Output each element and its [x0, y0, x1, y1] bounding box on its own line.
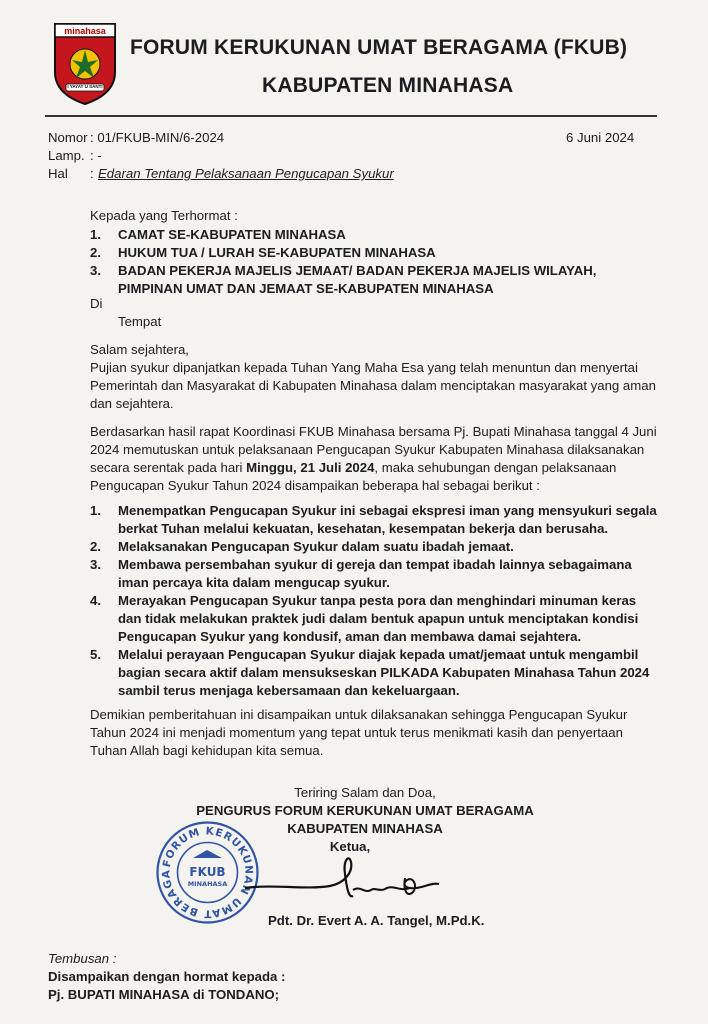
nomor-label: Nomor: [48, 130, 88, 145]
handwritten-signature: [235, 850, 455, 910]
addressee-item: [0, 262, 708, 298]
logo-motto: I YAYAT U SANTI: [67, 84, 103, 89]
addressee-item: [0, 244, 708, 262]
tembusan-label: Tembusan :: [48, 951, 117, 966]
point-item: [0, 556, 708, 592]
header-divider: [45, 115, 657, 117]
lamp-value: : -: [90, 148, 102, 163]
addressee-item: [0, 226, 708, 244]
point-text: Membawa persembahan syukur di gereja dan tempat ibadah lainnya sebagaimana: [118, 557, 632, 572]
addressee-text: BADAN PEKERJA MAJELIS JEMAAT/ BADAN PEKERJA MAJELIS WILAYAH,: [118, 263, 597, 278]
header-title: FORUM KERUKUNAN UMAT BERAGAMA (FKUB): [130, 36, 628, 59]
addressee-intro: Kepada yang Terhormat :: [90, 208, 238, 223]
point-num: 5.: [90, 647, 101, 662]
closing-line: Tahun 2024 ini menjadi momentum yang tepat untuk terus menikmati kasih dan penyertaan: [90, 725, 623, 740]
subject-line: Edaran Tentang Pelaksanaan Pengucapan Syukur: [98, 166, 394, 181]
tembusan-line: Pj. BUPATI MINAHASA di TONDANO;: [48, 987, 280, 1002]
point-text: Merayakan Pengucapan Syukur tanpa pesta pora dan menghindari minuman keras: [118, 593, 637, 608]
point-item: [0, 538, 708, 556]
lamp-label: Lamp.: [48, 148, 85, 163]
point-item: [0, 592, 708, 646]
paragraph-text: , maka sehubungan dengan pelaksanaan: [374, 460, 617, 475]
addressee-tempat: Tempat: [118, 314, 162, 329]
point-num: 3.: [90, 557, 101, 572]
paragraph-line: dan sejahtera.: [90, 396, 174, 411]
addressee-num: 2.: [90, 245, 101, 260]
stamp-center-text: FKUB: [189, 865, 226, 879]
paragraph-line: Pengucapan Syukur Tahun 2024 disampaikan beberapa hal sebagai berikut :: [90, 478, 540, 493]
logo-label: minahasa: [64, 26, 106, 36]
point-num: 1.: [90, 503, 101, 518]
closing-line: Tuhan Allah bagi kehidupan kita semua.: [90, 743, 324, 758]
point-num: 2.: [90, 539, 101, 554]
event-date: Minggu, 21 Juli 2024: [246, 460, 375, 475]
addressee-text: CAMAT SE-KABUPATEN MINAHASA: [118, 227, 346, 242]
point-text: iman percaya kita dalam mengucap syukur.: [118, 575, 390, 590]
point-item: [0, 646, 708, 700]
addressee-num: 1.: [90, 227, 101, 242]
point-text: sambil terus menjaga kebersamaan dan kekeluargaan.: [118, 683, 460, 698]
header-subtitle: KABUPATEN MINAHASA: [262, 74, 514, 97]
signature-salam: Teriring Salam dan Doa,: [294, 785, 436, 800]
addressee-num: 3.: [90, 263, 101, 278]
hal-label: Hal: [48, 166, 68, 181]
addressee-text: HUKUM TUA / LURAH SE-KABUPATEN MINAHASA: [118, 245, 436, 260]
addressee-text: PIMPINAN UMAT DAN JEMAAT SE-KABUPATEN MINAHASA: [118, 281, 494, 296]
paragraph-line: Pujian syukur dipanjatkan kepada Tuhan Yang Maha Esa yang telah menuntun dan menyertai: [90, 360, 638, 375]
paragraph-line: Berdasarkan hasil rapat Koordinasi FKUB Minahasa bersama Pj. Bupati Minahasa tanggal 4 Juni: [90, 424, 657, 439]
letter-date: 6 Juni 2024: [566, 130, 635, 145]
signatory-name: Pdt. Dr. Evert A. A. Tangel, M.Pd.K.: [268, 913, 485, 928]
nomor-value: : 01/FKUB-MIN/6-2024: [90, 130, 225, 145]
tembusan-line: Disampaikan dengan hormat kepada :: [48, 969, 286, 984]
point-num: 4.: [90, 593, 101, 608]
signature-role: Ketua,: [329, 839, 371, 854]
paragraph-text: secara serentak pada hari: [90, 460, 247, 475]
closing-line: Demikian pemberitahuan ini disampaikan untuk dilaksanakan sehingga Pengucapan Syukur: [90, 707, 628, 722]
signature-org-region: KABUPATEN MINAHASA: [287, 821, 443, 836]
point-text: Menempatkan Pengucapan Syukur ini sebagai ekspresi iman yang mensyukuri segala: [118, 503, 657, 518]
paragraph-line: [90, 459, 616, 477]
paragraph-line: Pemerintah dan Masyarakat di Kabupaten Minahasa dalam menciptakan masyarakat yang aman: [90, 378, 656, 393]
point-text: dan tidak melakukan praktek judi dalam bentuk apapun untuk menciptakan kondisi: [118, 611, 639, 626]
stamp-sub-text: MINAHASA: [187, 880, 228, 888]
stamp-ring-text: FORUM KERUKUNAN UMAT BERAGA: [160, 825, 255, 920]
hal-colon: :: [90, 166, 94, 181]
minahasa-logo: [52, 20, 118, 106]
addressee-di: Di: [90, 296, 103, 311]
point-item: [0, 502, 708, 538]
point-text: Melaksanakan Pengucapan Syukur dalam suatu ibadah jemaat.: [118, 539, 514, 554]
signature-org: PENGURUS FORUM KERUKUNAN UMAT BERAGAMA: [196, 803, 534, 818]
point-text: Melalui perayaan Pengucapan Syukur diajak kepada umat/jemaat untuk mengambil: [118, 647, 639, 662]
paragraph-line: 2024 memutuskan untuk pelaksanaan Pengucapan Syukur Kabupaten Minahasa dilaksanakan: [90, 442, 645, 457]
point-text: bagian secara aktif dalam mensukseskan PILKADA Kabupaten Minahasa Tahun 2024: [118, 665, 650, 680]
greeting: Salam sejahtera,: [90, 342, 189, 357]
point-text: Pengucapan Syukur yang kondusif, aman dan membawa damai sejahtera.: [118, 629, 582, 644]
point-text: berkat Tuhan melalui kekuatan, kesehatan, kesempatan bekerja dan berusaha.: [118, 521, 609, 536]
